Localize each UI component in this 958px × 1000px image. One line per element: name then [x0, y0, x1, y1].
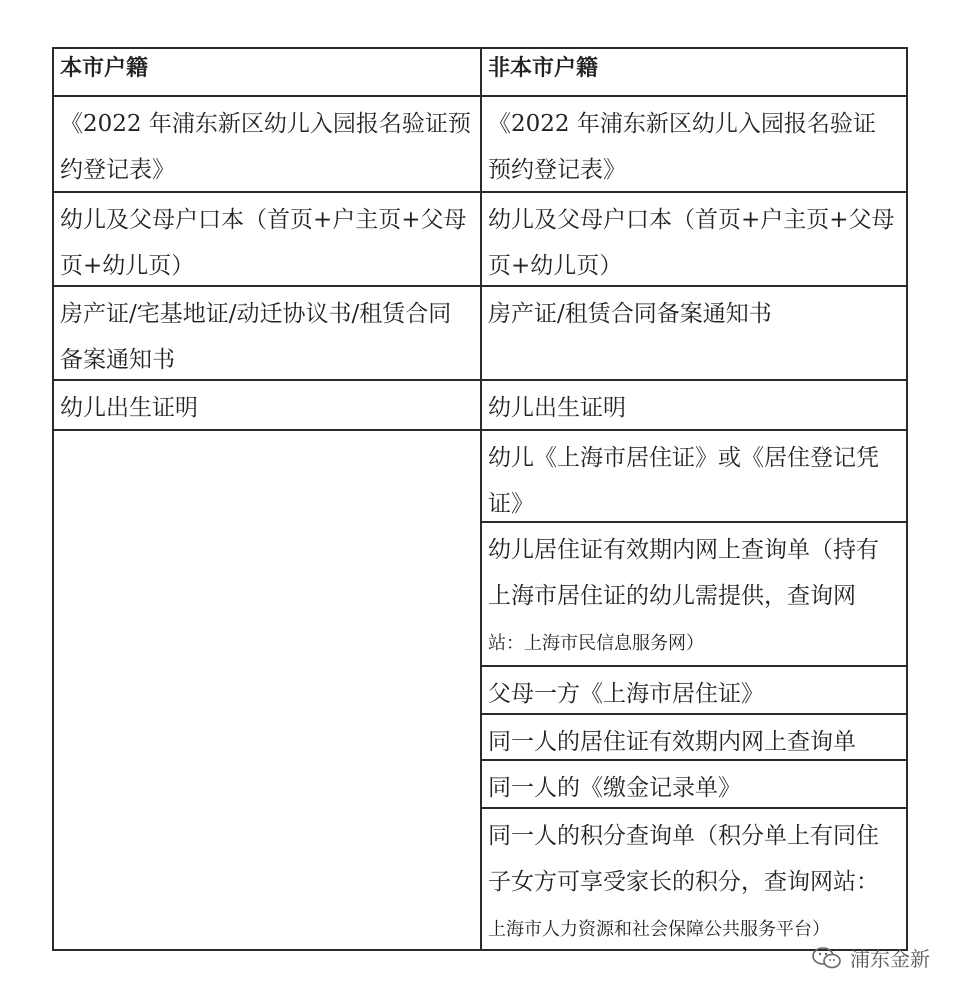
watermark [812, 943, 930, 972]
local-row-property-certificate: 房产证/宅基地证/动迁协议书/租赁合同备案通知书 [52, 285, 482, 381]
header-local: 本市户籍 [52, 47, 482, 97]
local-row-registration-form: 《2022 年浦东新区幼儿入园报名验证预约登记表》 [52, 95, 482, 193]
nonlocal-row-payment-record: 同一人的《缴金记录单》 [480, 759, 908, 809]
nonlocal-row-permit-query [480, 521, 908, 667]
nonlocal-row-parent-permit: 父母一方《上海市居住证》 [480, 665, 908, 715]
points-query-text: 同一人的积分查询单（积分单上有同住子女方可享受家长的积分，查询网站： [488, 823, 879, 895]
nonlocal-row-household-register: 幼儿及父母户口本（首页+户主页+父母页+幼儿页） [480, 191, 908, 287]
local-row-household-register: 幼儿及父母户口本（首页+户主页+父母页+幼儿页） [52, 191, 482, 287]
nonlocal-row-same-person-permit-query: 同一人的居住证有效期内网上查询单 [480, 713, 908, 761]
permit-query-text: 幼儿居住证有效期内网上查询单（持有上海市居住证的幼儿需提供，查询网 [488, 537, 879, 609]
header-nonlocal: 非本市户籍 [480, 47, 908, 97]
nonlocal-row-birth-certificate: 幼儿出生证明 [480, 379, 908, 431]
nonlocal-row-residence-permit: 幼儿《上海市居住证》或《居住登记凭证》 [480, 429, 908, 523]
wechat-icon [812, 946, 842, 970]
watermark-text: 浦东金新 [850, 947, 930, 971]
nonlocal-row-points-query [480, 807, 908, 951]
nonlocal-row-registration-form: 《2022 年浦东新区幼儿入园报名验证预约登记表》 [480, 95, 908, 193]
points-query-site: 上海市人力资源和社会保障公共服务平台） [488, 919, 830, 940]
local-row-empty [52, 429, 482, 951]
permit-query-site: 站：上海市民信息服务网） [488, 633, 704, 654]
nonlocal-row-property-certificate: 房产证/租赁合同备案通知书 [480, 285, 908, 381]
local-row-birth-certificate: 幼儿出生证明 [52, 379, 482, 431]
